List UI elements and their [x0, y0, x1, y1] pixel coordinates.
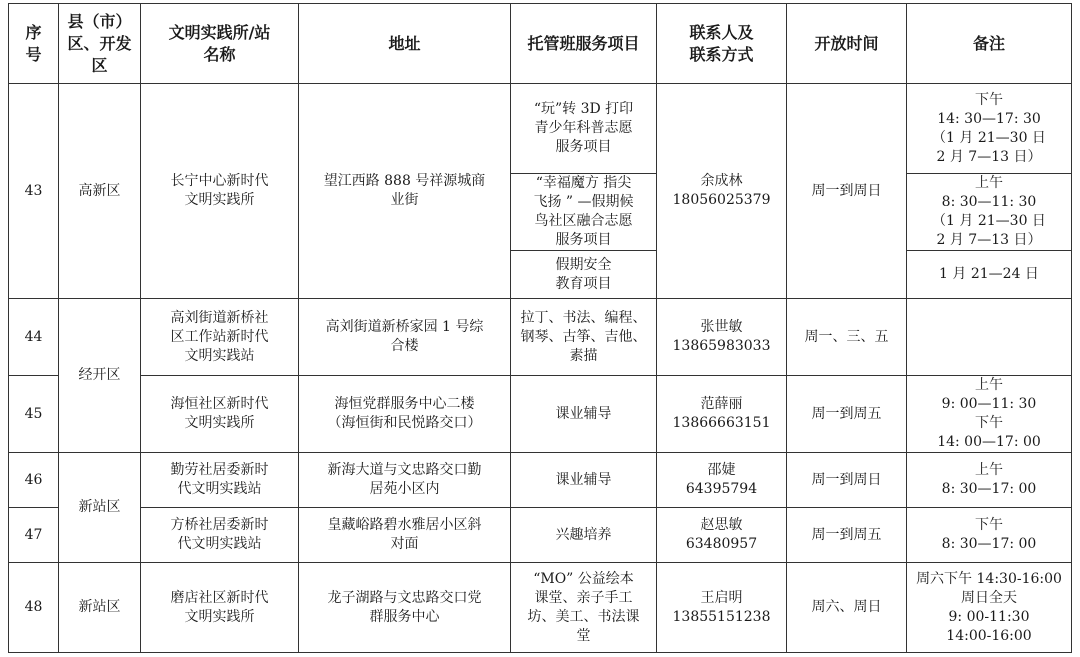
header-row [9, 4, 1072, 84]
service-cell: 课业辅导 [511, 376, 657, 453]
table-row [9, 84, 1072, 174]
station-cell: 磨店社区新时代 文明实践所 [141, 563, 299, 653]
notes-cell: 下午 8: 30—17: 00 [907, 508, 1072, 563]
service-cell: “幸福魔方 指尖 飞扬 ” —假期候 鸟社区融合志愿 服务项目 [511, 174, 657, 251]
contact-cell: 邵婕 64395794 [657, 453, 787, 508]
header-service: 托管班服务项目 [511, 4, 657, 84]
station-cell: 长宁中心新时代 文明实践所 [141, 84, 299, 299]
header-county: 县（市） 区、开发 区 [59, 4, 141, 84]
contact-cell: 余成林 18056025379 [657, 84, 787, 299]
address-cell: 高刘街道新桥家园 1 号综 合楼 [299, 299, 511, 376]
hours-cell: 周一、三、五 [787, 299, 907, 376]
notes-cell: 上午 9: 00—11: 30 下午 14: 00—17: 00 [907, 376, 1072, 453]
contact-cell: 王启明 13855151238 [657, 563, 787, 653]
notes-cell: 周六下午 14:30-16:00 周日全天 9: 00-11:30 14:00-16:00 [907, 563, 1072, 653]
hours-cell: 周六、周日 [787, 563, 907, 653]
station-cell: 勤劳社居委新时 代文明实践站 [141, 453, 299, 508]
address-cell: 新海大道与文忠路交口勤 居苑小区内 [299, 453, 511, 508]
address-cell: 望江西路 888 号祥源城商 业街 [299, 84, 511, 299]
table-row [9, 453, 1072, 508]
notes-cell: 上午 8: 30—11: 30 （1 月 21—30 日 2 月 7—13 日） [907, 174, 1072, 251]
address-cell: 龙子湖路与文忠路交口党 群服务中心 [299, 563, 511, 653]
header-notes: 备注 [907, 4, 1072, 84]
county-cell: 高新区 [59, 84, 141, 299]
seq-cell: 45 [9, 376, 59, 453]
address-cell: 皇藏峪路碧水雅居小区斜 对面 [299, 508, 511, 563]
header-seq: 序 号 [9, 4, 59, 84]
practice-station-table [8, 3, 1072, 653]
station-cell: 高刘街道新桥社 区工作站新时代 文明实践站 [141, 299, 299, 376]
table-row [9, 563, 1072, 653]
seq-cell: 46 [9, 453, 59, 508]
service-cell: 假期安全 教育项目 [511, 251, 657, 299]
hours-cell: 周一到周日 [787, 453, 907, 508]
county-cell: 新站区 [59, 563, 141, 653]
contact-cell: 赵思敏 63480957 [657, 508, 787, 563]
seq-cell: 44 [9, 299, 59, 376]
station-cell: 方桥社居委新时 代文明实践站 [141, 508, 299, 563]
service-cell: 兴趣培养 [511, 508, 657, 563]
header-contact: 联系人及 联系方式 [657, 4, 787, 84]
header-address: 地址 [299, 4, 511, 84]
hours-cell: 周一到周日 [787, 84, 907, 299]
address-cell: 海恒党群服务中心二楼 （海恒街和民悦路交口） [299, 376, 511, 453]
station-cell: 海恒社区新时代 文明实践所 [141, 376, 299, 453]
notes-cell: 下午 14: 30—17: 30 （1 月 21—30 日 2 月 7—13 日） [907, 84, 1072, 174]
header-station: 文明实践所/站 名称 [141, 4, 299, 84]
notes-cell [907, 299, 1072, 376]
notes-cell: 1 月 21—24 日 [907, 251, 1072, 299]
seq-cell: 48 [9, 563, 59, 653]
seq-cell: 43 [9, 84, 59, 299]
service-cell: 拉丁、书法、编程、 钢琴、古筝、吉他、 素描 [511, 299, 657, 376]
table-row [9, 376, 1072, 453]
hours-cell: 周一到周五 [787, 508, 907, 563]
hours-cell: 周一到周五 [787, 376, 907, 453]
table-row [9, 299, 1072, 376]
notes-cell: 上午 8: 30—17: 00 [907, 453, 1072, 508]
county-cell: 经开区 [59, 299, 141, 453]
service-cell: 课业辅导 [511, 453, 657, 508]
service-cell: “玩”转 3D 打印 青少年科普志愿 服务项目 [511, 84, 657, 174]
table-row [9, 508, 1072, 563]
contact-cell: 张世敏 13865983033 [657, 299, 787, 376]
contact-cell: 范薛丽 13866663151 [657, 376, 787, 453]
header-hours: 开放时间 [787, 4, 907, 84]
service-cell: “MO” 公益绘本 课堂、亲子手工 坊、美工、书法课 堂 [511, 563, 657, 653]
seq-cell: 47 [9, 508, 59, 563]
county-cell: 新站区 [59, 453, 141, 563]
